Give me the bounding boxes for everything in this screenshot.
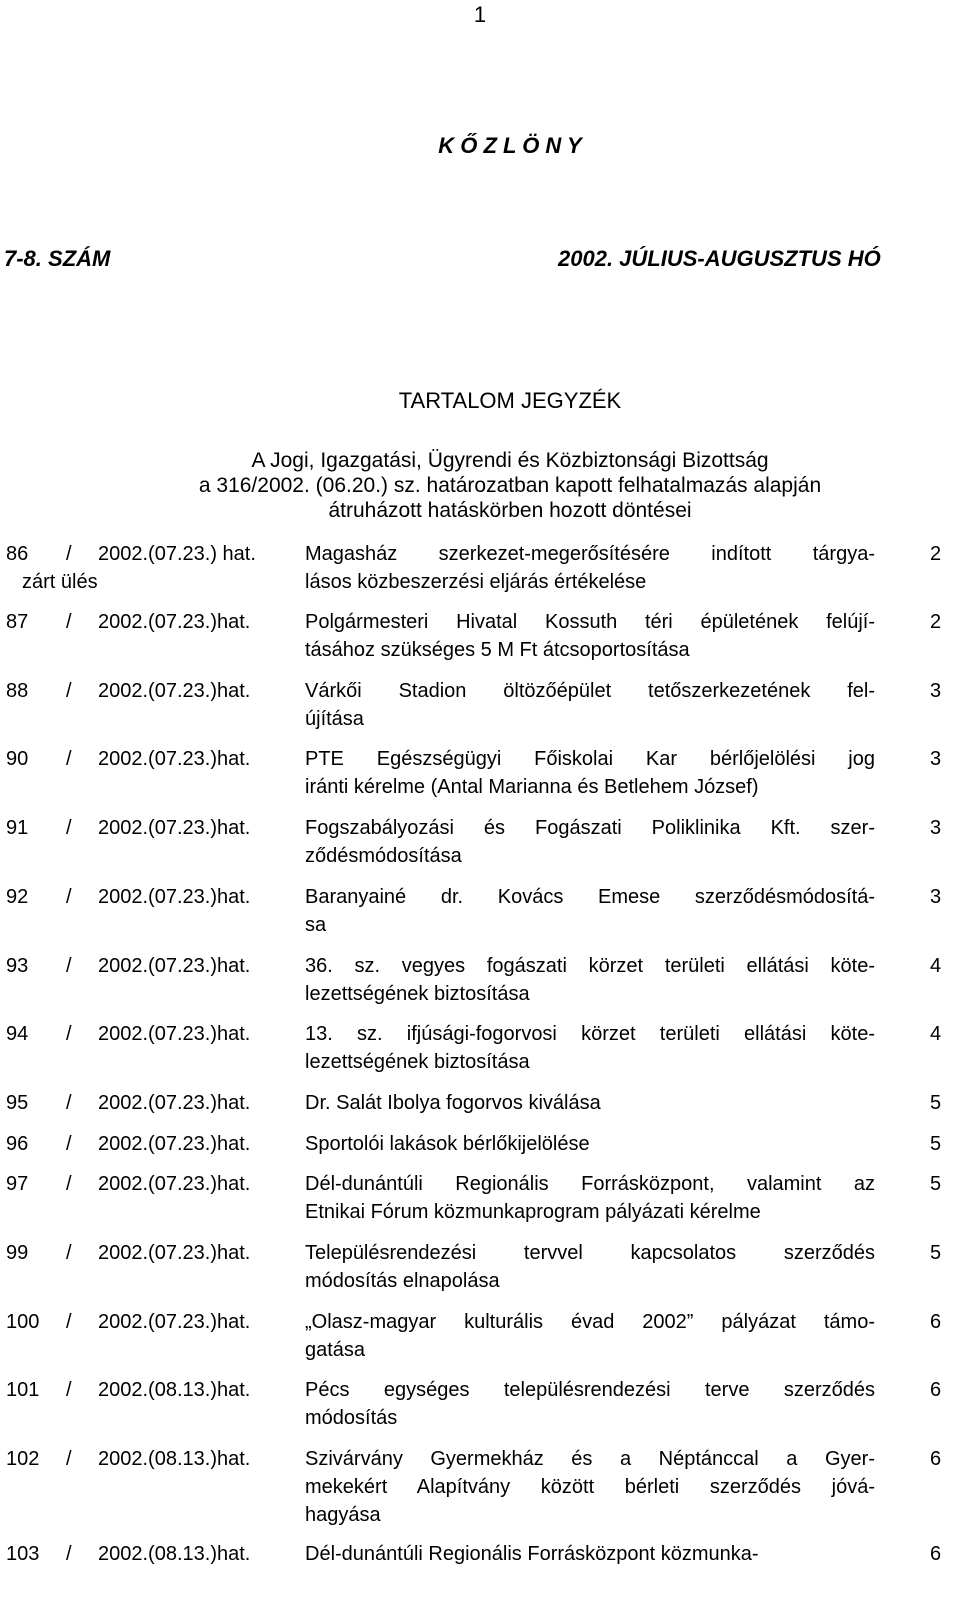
entry-number: 97 <box>6 1173 29 1195</box>
entry-reference: 2002.(07.23.)hat. <box>98 748 251 770</box>
entry-number: 88 <box>6 680 29 702</box>
entry-description <box>305 1239 875 1295</box>
entry-page-number: 3 <box>930 886 942 908</box>
entry-page-number: 4 <box>930 955 942 977</box>
entry-description-line: ződésmódosítása <box>305 845 462 867</box>
entry-number: 93 <box>6 955 29 977</box>
entry-reference: 2002.(07.23.) hat. <box>98 543 256 565</box>
entry-description-line: Várkői Stadion öltözőépület tetőszerkezetének fel- <box>305 680 875 702</box>
entry-separator: / <box>66 1242 72 1264</box>
entry-page-number: 3 <box>930 680 942 702</box>
entry-description <box>305 1376 875 1432</box>
toc-title: TARTALOM JEGYZÉK <box>398 388 622 413</box>
entry-description-line: újítása <box>305 708 364 730</box>
entry-number: 86 <box>6 543 29 565</box>
entry-description <box>305 1020 875 1076</box>
entry-page-number: 5 <box>930 1173 942 1195</box>
entry-description <box>305 1308 875 1364</box>
entry-reference: 2002.(07.23.)hat. <box>98 1173 251 1195</box>
entry-page-number: 6 <box>930 1311 942 1333</box>
entry-reference: 2002.(07.23.)hat. <box>98 1242 251 1264</box>
entry-description-line: hagyása <box>305 1504 381 1526</box>
entry-page-number: 6 <box>930 1543 942 1565</box>
entry-description-line: mekekért Alapítvány között bérleti szerződés jóvá- <box>305 1476 875 1498</box>
entry-separator: / <box>66 680 72 702</box>
entry-number: 103 <box>6 1543 40 1565</box>
entry-separator: / <box>66 1133 72 1155</box>
entry-description-line: lezettségének biztosítása <box>305 1051 530 1073</box>
entry-description-line: „Olasz-magyar kulturális évad 2002” pályázat támo- <box>305 1311 875 1333</box>
entry-description-line: Dél-dunántúli Regionális Forrásközpont, valamint az <box>305 1173 875 1195</box>
publication-title: K Ő Z L Ö N Y <box>438 133 582 158</box>
entry-description <box>305 745 875 801</box>
entry-separator: / <box>66 886 72 908</box>
entry-page-number: 5 <box>930 1242 942 1264</box>
entry-description-line: Polgármesteri Hivatal Kossuth téri épületének felújí- <box>305 611 875 633</box>
entry-description <box>305 1445 875 1529</box>
entry-description-line: Baranyainé dr. Kovács Emese szerződésmódosítá- <box>305 886 875 908</box>
entry-number: 101 <box>6 1379 40 1401</box>
entry-reference: 2002.(07.23.)hat. <box>98 817 251 839</box>
entry-description-line: Dr. Salát Ibolya fogorvos kiválása <box>305 1092 601 1114</box>
entry-number: 99 <box>6 1242 29 1264</box>
entry-description <box>305 1130 875 1158</box>
entry-description <box>305 1170 875 1226</box>
entry-number: 90 <box>6 748 29 770</box>
entry-description <box>305 1540 875 1568</box>
entry-reference: 2002.(07.23.)hat. <box>98 1133 251 1155</box>
entry-page-number: 2 <box>930 543 942 565</box>
issue-date: 2002. JÚLIUS-AUGUSZTUS HÓ <box>558 246 881 271</box>
entry-description <box>305 608 875 664</box>
entry-description-line: 36. sz. vegyes fogászati körzet területi ellátási köte- <box>305 955 875 977</box>
entry-description-line: tásához szükséges 5 M Ft átcsoportosítása <box>305 639 690 661</box>
entry-description-line: lásos közbeszerzési eljárás értékelése <box>305 571 647 593</box>
entry-description <box>305 814 875 870</box>
entry-separator: / <box>66 1092 72 1114</box>
entry-reference: 2002.(08.13.)hat. <box>98 1448 251 1470</box>
committee-line: átruházott hatáskörben hozott döntései <box>328 499 692 522</box>
entry-description-line: Magasház szerkezet-megerősítésére indított tárgya- <box>305 543 875 565</box>
entry-number: 91 <box>6 817 29 839</box>
entry-reference: 2002.(07.23.)hat. <box>98 611 251 633</box>
entry-separator: / <box>66 611 72 633</box>
entry-description-line: módosítás elnapolása <box>305 1270 500 1292</box>
entry-number: 94 <box>6 1023 29 1045</box>
entry-number: 92 <box>6 886 29 908</box>
entry-separator: / <box>66 1023 72 1045</box>
entry-page-number: 3 <box>930 817 942 839</box>
entry-number: 100 <box>6 1311 40 1333</box>
entry-description-line: PTE Egészségügyi Főiskolai Kar bérlőjelölési jog <box>305 748 875 770</box>
entry-description-line: 13. sz. ifjúsági-fogorvosi körzet területi ellátási köte- <box>305 1023 875 1045</box>
entry-number: 95 <box>6 1092 29 1114</box>
entry-description-line: lezettségének biztosítása <box>305 983 530 1005</box>
entry-page-number: 4 <box>930 1023 942 1045</box>
entry-description-line: Fogszabályozási és Fogászati Poliklinika Kft. szer- <box>305 817 875 839</box>
entry-description <box>305 883 875 939</box>
entry-number: 102 <box>6 1448 40 1470</box>
entry-separator: / <box>66 1543 72 1565</box>
entry-description <box>305 1089 875 1117</box>
entry-page-number: 5 <box>930 1092 942 1114</box>
entry-description-line: Szivárvány Gyermekház és a Néptánccal a Gyer- <box>305 1448 875 1470</box>
entry-page-number: 5 <box>930 1133 942 1155</box>
entry-number: 87 <box>6 611 29 633</box>
issue-number: 7-8. SZÁM <box>4 246 111 271</box>
entry-separator: / <box>66 955 72 977</box>
entry-description-line: módosítás <box>305 1407 398 1429</box>
entry-reference: 2002.(07.23.)hat. <box>98 1023 251 1045</box>
committee-line: a 316/2002. (06.20.) sz. határozatban kapott felhatalmazás alapján <box>198 474 822 497</box>
entry-reference: 2002.(08.13.)hat. <box>98 1543 251 1565</box>
entry-reference: 2002.(07.23.)hat. <box>98 1092 251 1114</box>
entry-description-line: Pécs egységes településrendezési terve szerződés <box>305 1379 875 1401</box>
entry-separator: / <box>66 543 72 565</box>
entry-reference: 2002.(08.13.)hat. <box>98 1379 251 1401</box>
entry-description-line: sa <box>305 914 327 936</box>
entry-description-line: Sportolói lakások bérlőkijelölése <box>305 1133 590 1155</box>
page-number: 1 <box>473 2 487 27</box>
entry-separator: / <box>66 817 72 839</box>
entry-number: 96 <box>6 1133 29 1155</box>
entry-separator: / <box>66 1173 72 1195</box>
entry-description-line: gatása <box>305 1339 366 1361</box>
entry-description <box>305 952 875 1008</box>
entry-description <box>305 540 875 596</box>
committee-line: A Jogi, Igazgatási, Ügyrendi és Közbiztonsági Bizottság <box>251 449 769 472</box>
entry-separator: / <box>66 1379 72 1401</box>
entry-reference: 2002.(07.23.)hat. <box>98 955 251 977</box>
entry-page-number: 2 <box>930 611 942 633</box>
entry-page-number: 6 <box>930 1379 942 1401</box>
entry-separator: / <box>66 1311 72 1333</box>
entry-reference: 2002.(07.23.)hat. <box>98 680 251 702</box>
entry-reference: 2002.(07.23.)hat. <box>98 886 251 908</box>
entry-description-line: Dél-dunántúli Regionális Forrásközpont közmunka- <box>305 1543 759 1565</box>
entry-separator: / <box>66 748 72 770</box>
entry-description <box>305 677 875 733</box>
entry-reference-note: zárt ülés <box>22 571 98 593</box>
entry-page-number: 6 <box>930 1448 942 1470</box>
entry-reference: 2002.(07.23.)hat. <box>98 1311 251 1333</box>
entry-page-number: 3 <box>930 748 942 770</box>
committee-heading <box>0 448 960 523</box>
entry-description-line: iránti kérelme (Antal Marianna és Betlehem József) <box>305 776 759 798</box>
entry-description-line: Etnikai Fórum közmunkaprogram pályázati kérelme <box>305 1201 761 1223</box>
entry-description-line: Településrendezési tervvel kapcsolatos szerződés <box>305 1242 875 1264</box>
entry-separator: / <box>66 1448 72 1470</box>
